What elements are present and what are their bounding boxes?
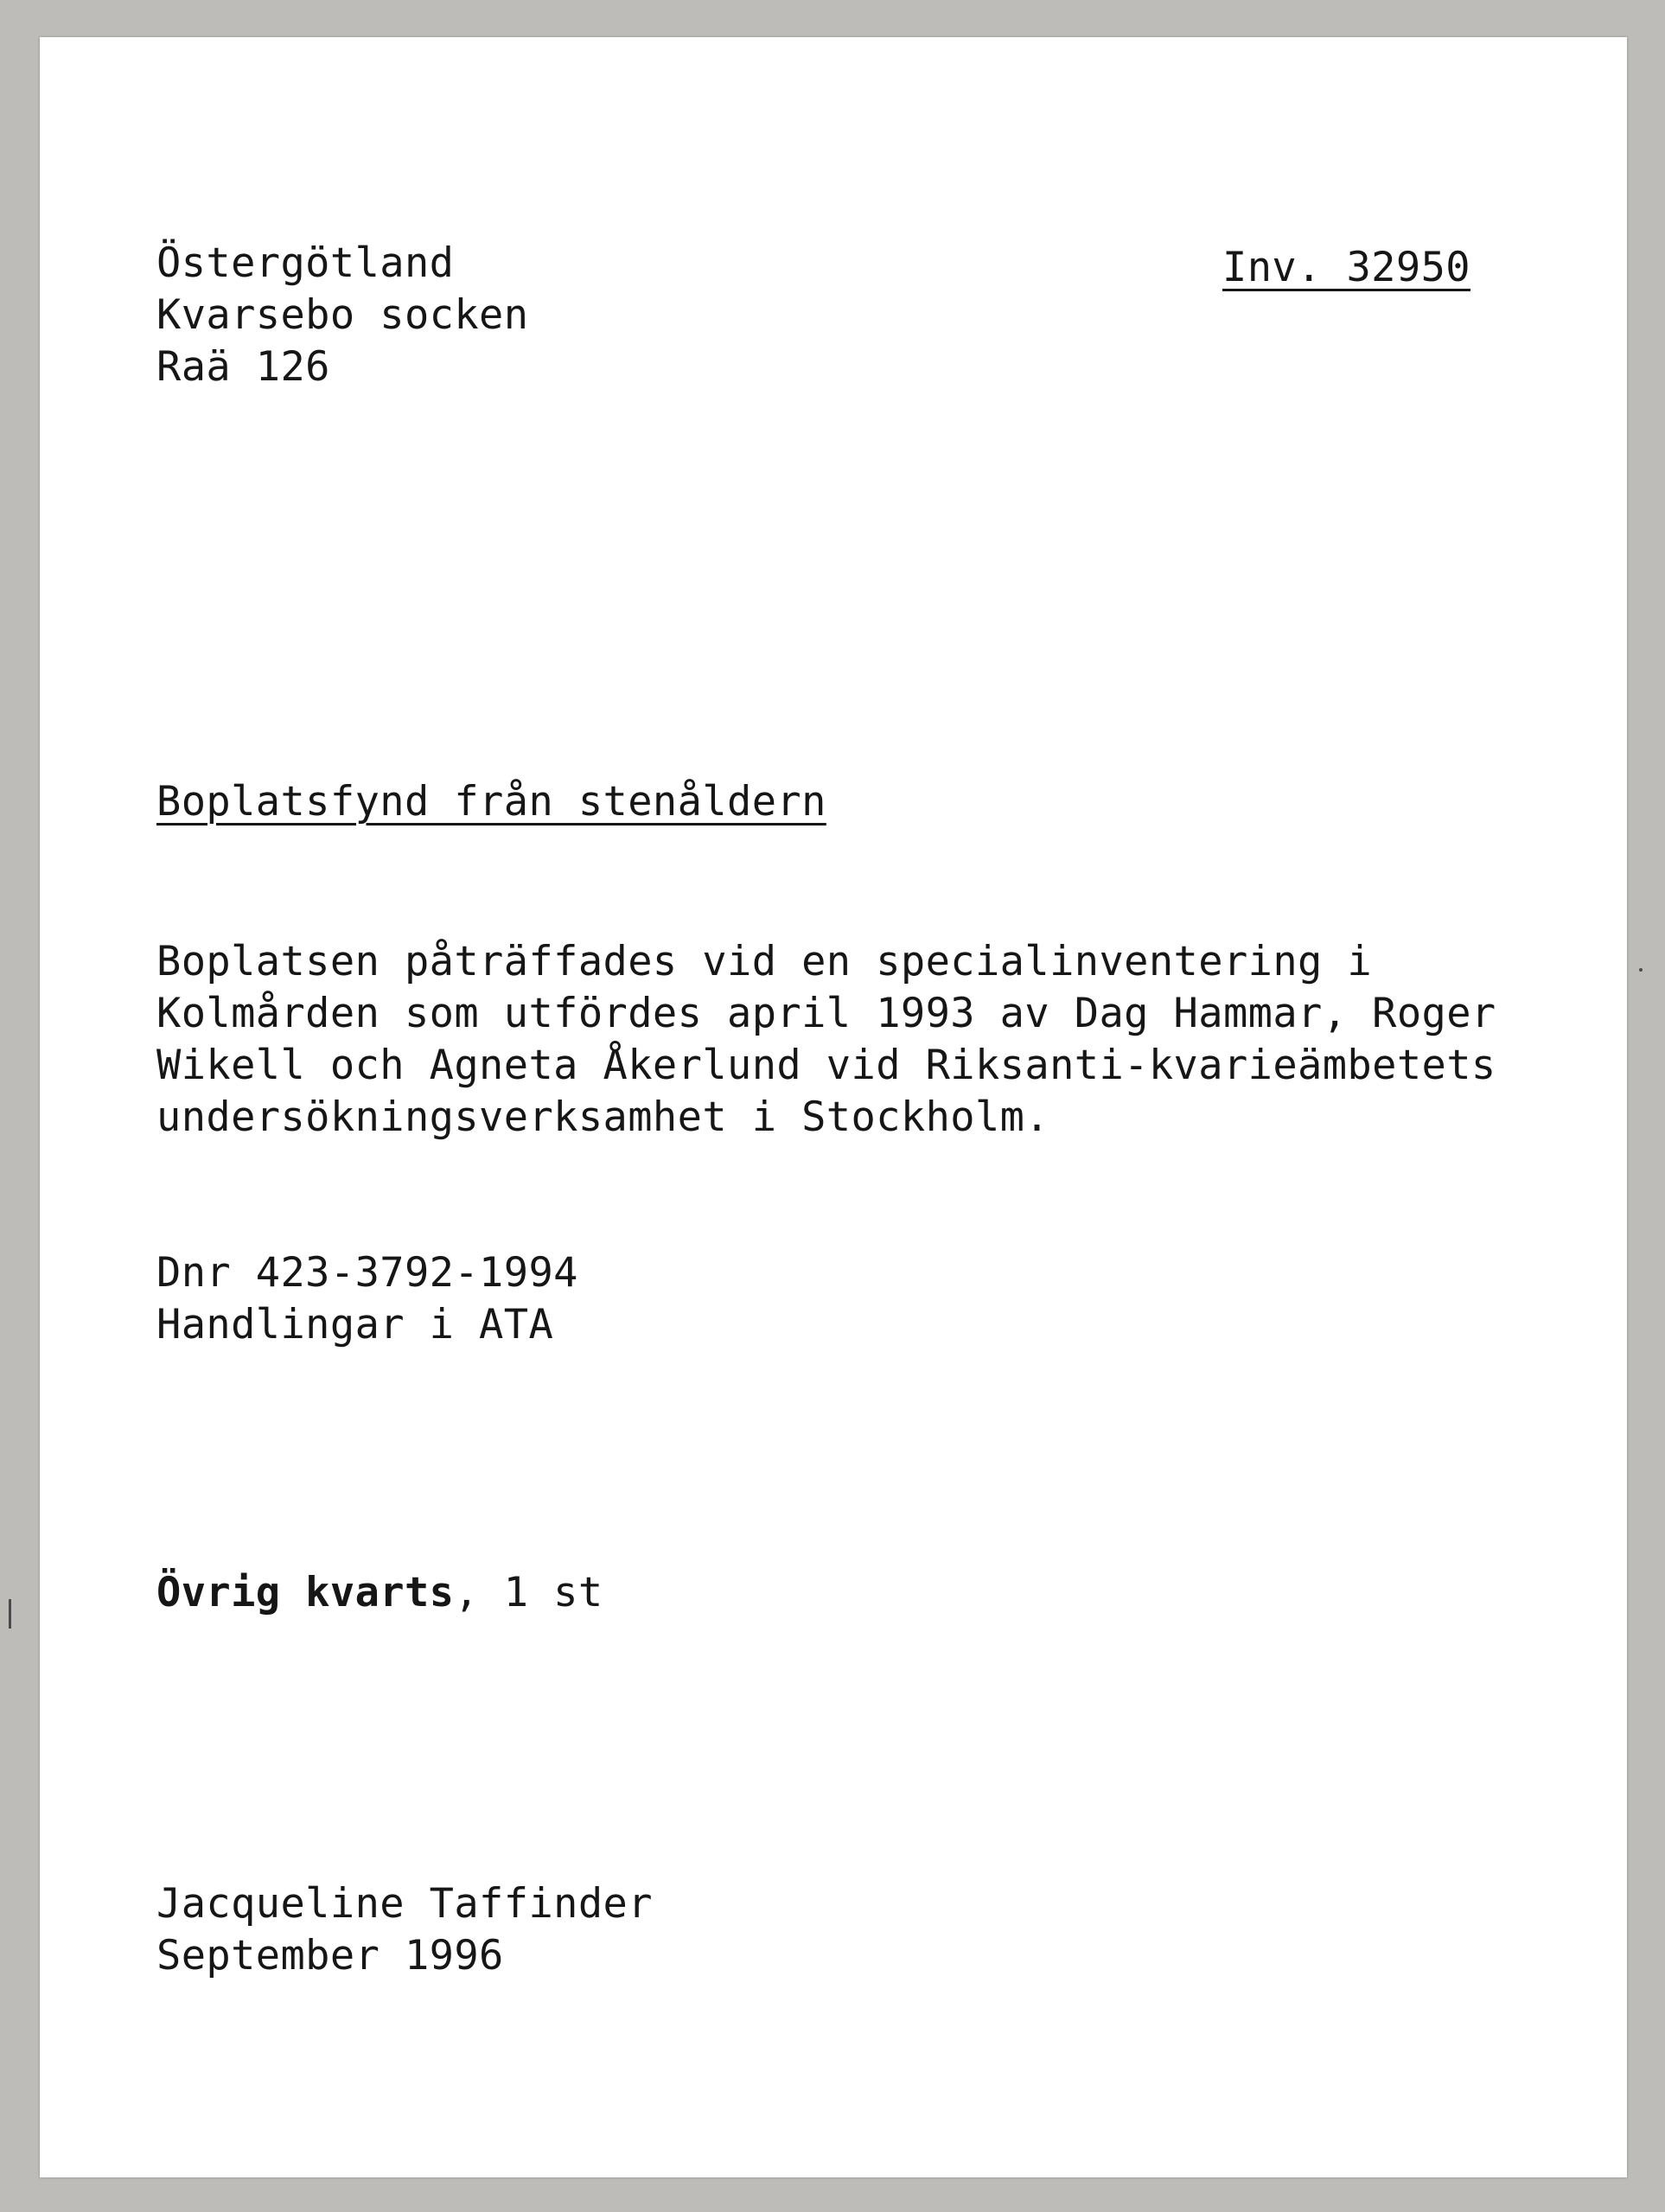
inventory-number: Inv. 32950 xyxy=(1222,244,1470,291)
scan-speck xyxy=(1639,968,1643,972)
document-title: Boplatsfynd från stenåldern xyxy=(156,778,826,826)
dnr-reference: Dnr 423-3792-1994 xyxy=(156,1249,578,1297)
finds-material: Övrig kvarts xyxy=(156,1569,455,1616)
document-sheet xyxy=(40,37,1627,2177)
description-line: Kolmården som utfördes april 1993 av Dag Hammar, Roger xyxy=(156,990,1496,1037)
description-line: Wikell och Agneta Åkerlund vid Riksanti-kvarieämbetets xyxy=(156,1042,1496,1089)
finds-quantity: , 1 st xyxy=(454,1569,603,1616)
description-line: Boplatsen påträffades vid en specialinventering i xyxy=(156,938,1373,985)
raa-number: Raä 126 xyxy=(156,343,330,391)
region-label: Östergötland xyxy=(156,239,455,287)
archive-reference: Handlingar i ATA xyxy=(156,1301,554,1348)
description-line: undersökningsverksamhet i Stockholm. xyxy=(156,1093,1050,1141)
finds-entry xyxy=(156,1567,603,1619)
document-date: September 1996 xyxy=(156,1932,504,1979)
scan-speck xyxy=(9,1599,11,1629)
parish-label: Kvarsebo socken xyxy=(156,291,529,339)
author-name: Jacqueline Taffinder xyxy=(156,1880,653,1928)
